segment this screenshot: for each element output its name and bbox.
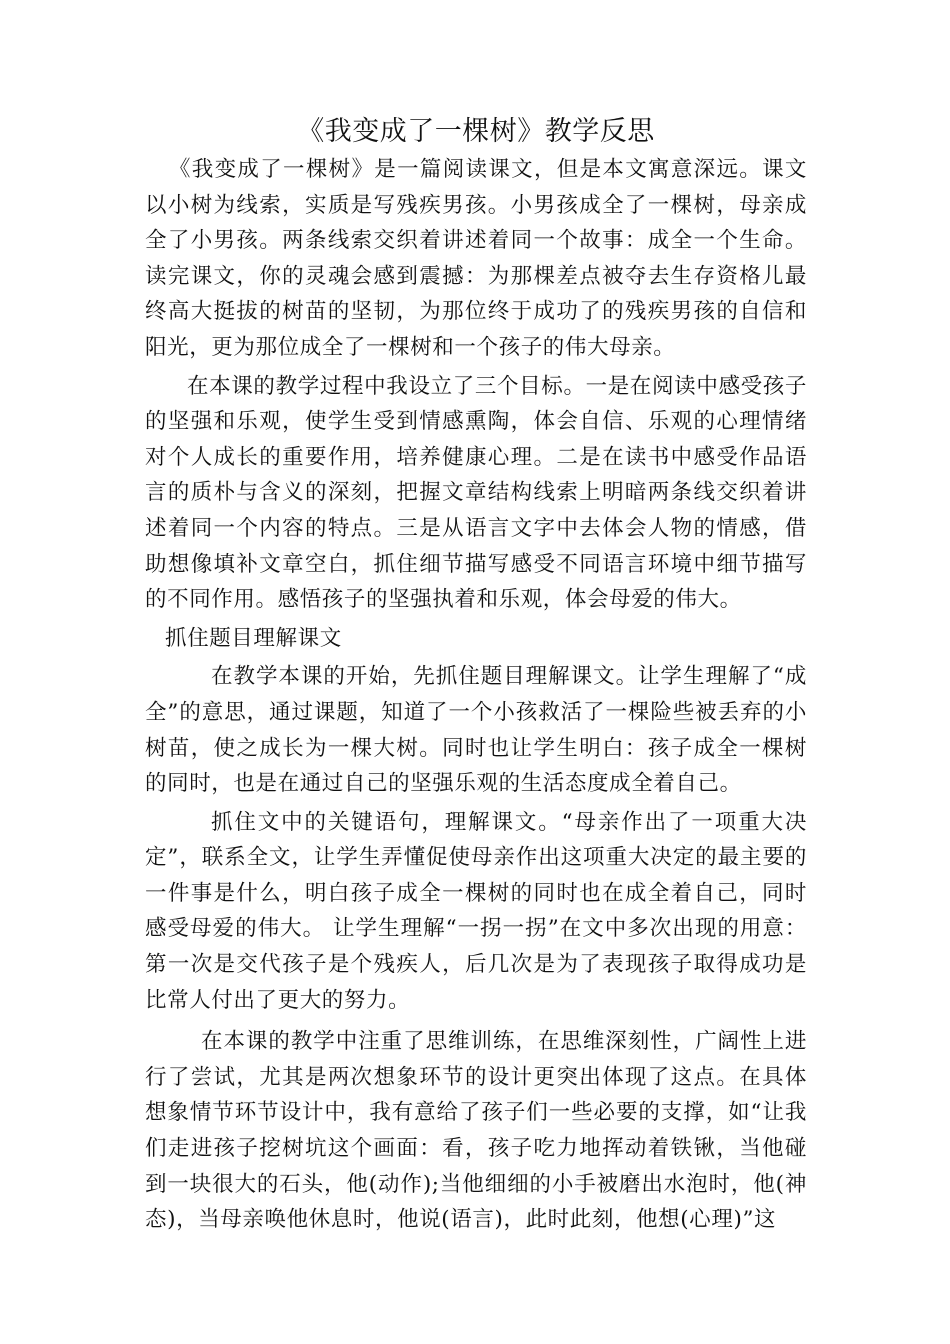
paragraph-thinking-training: 在本课的教学中注重了思维训练，在思维深刻性，广阔性上进行了尝试，尤其是两次想象环节的设计更突出体现了这点。在具体想象情节环节设计中，我有意给了孩子们一些必要的支撑，如“让我们走进孩子挖树坑这个画面：看，孩子吃力地挥动着铁锹，当他碰到一块很大的石头，他(动作);当他细细的小手被磨出水泡时，他(神态)，当母亲唤他休息时，他说(语言)，此时此刻，他想(心理)”这 bbox=[145, 1029, 807, 1233]
section-heading: 抓住题目理解课文 bbox=[165, 625, 342, 651]
document-title: 《我变成了一棵树》教学反思 bbox=[297, 116, 655, 147]
document-body bbox=[145, 112, 807, 1238]
paragraph-title-understanding: 在教学本课的开始，先抓住题目理解课文。让学生理解了“成全”的意思，通过课题，知道了一个小孩救活了一棵险些被丢弃的小树苗，使之成长为一棵大树。同时也让学生明白：孩子成全一棵树的同时，也是在通过自己的坚强乐观的生活态度成全着自己。 bbox=[145, 664, 807, 797]
paragraph-key-sentences: 抓住文中的关键语句，理解课文。“母亲作出了一项重大决定”，联系全文，让学生弄懂促使母亲作出这项重大决定的最主要的一件事是什么，明白孩子成全一棵树的同时也在成全着自己，同时感受母爱的伟大。 让学生理解“一拐一拐”在文中多次出现的用意：第一次是交代孩子是个残疾人，后几次是为了表现孩子取得成功是比常人付出了更大的努力。 bbox=[145, 809, 807, 1013]
paragraph-goals: 在本课的教学过程中我设立了三个目标。一是在阅读中感受孩子的坚强和乐观，使学生受到情感熏陶，体会自信、乐观的心理情绪对个人成长的重要作用，培养健康心理。二是在读书中感受作品语言的质朴与含义的深刻，把握文章结构线索上明暗两条线交织着讲述着同一个内容的特点。三是从语言文字中去体会人物的情感，借助想像填补文章空白，抓住细节描写感受不同语言环境中细节描写的不同作用。感悟孩子的坚强执着和乐观，体会母爱的伟大。 bbox=[145, 373, 807, 613]
paragraph-intro: 《我变成了一棵树》是一篇阅读课文，但是本文寓意深远。课文以小树为线索，实质是写残疾男孩。小男孩成全了一棵树，母亲成全了小男孩。两条线索交织着讲述着同一个故事：成全一个生命。读完课文，你的灵魂会感到震撼：为那棵差点被夺去生存资格儿最终高大挺拔的树苗的坚韧，为那位终于成功了的残疾男孩的自信和阳光，更为那位成全了一棵树和一个孩子的伟大母亲。 bbox=[145, 157, 807, 360]
